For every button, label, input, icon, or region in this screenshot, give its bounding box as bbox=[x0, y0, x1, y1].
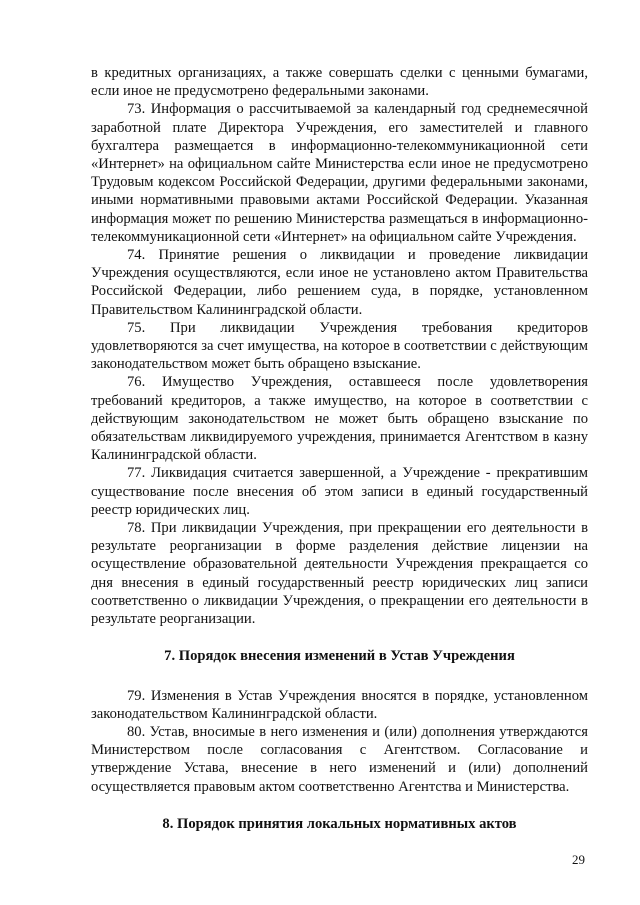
paragraph-74: 74. Принятие решения о ликвидации и проведение ликвидации Учреждения осуществляются, если иное не установлено актом Правительства Российской Федерации, либо решением суда, в порядке, установленном Правительством Калининградской области. bbox=[91, 247, 588, 318]
paragraph-79: 79. Изменения в Устав Учреждения вносятся в порядке, установленном законодательством Калининградской области. bbox=[91, 687, 588, 722]
page-content bbox=[91, 64, 588, 854]
paragraph-77: 77. Ликвидация считается завершенной, а Учреждение - прекратившим существование после внесения об этом записи в единый государственный реестр юридических лиц. bbox=[91, 465, 588, 518]
paragraph-76: 76. Имущество Учреждения, оставшееся после удовлетворения требований кредиторов, а также имущество, на которое в соответствии с действующим законодательством не может быть обращено взыскание по обязательствам ликвидируемого учреждения, принимается Агентством в казну Калининградской области. bbox=[91, 374, 588, 464]
paragraph-73: 73. Информация о рассчитываемой за календарный год среднемесячной заработной плате Директора Учреждения, его заместителей и главного бухгалтера размещается в информационно-телекоммуникационной сети «Интернет» на официальном сайте Министерства если иное не предусмотрено Трудовым кодексом Российской Федерации, другими федеральными законами, иными нормативными правовыми актами Российской Федерации. Указанная информация может по решению Министерства размещаться в информационно-телекоммуникационной сети «Интернет» на официальном сайте Учреждения. bbox=[91, 101, 588, 245]
paragraph-80: 80. Устав, вносимые в него изменения и (или) дополнения утверждаются Министерством после согласования с Агентством. Согласование и утверждение Устава, внесение в него изменений и (или) дополнений осуществляется правовым актом соответственно Агентства и Министерства. bbox=[91, 723, 588, 795]
paragraph-continuation: в кредитных организациях, а также совершать сделки с ценными бумагами, если иное не предусмотрено федеральными законами. bbox=[91, 65, 588, 100]
section-7-heading: 7. Порядок внесения изменений в Устав Учреждения bbox=[164, 648, 515, 665]
paragraph-78: 78. При ликвидации Учреждения, при прекращении его деятельности в результате реорганизации в форме разделения действие лицензии на осуществление образовательной деятельности Учреждения прекращается со дня внесения в единый государственный реестр юридических лиц записи соответственно о ликвидации Учреждения, о прекращении его деятельности в результате реорганизации. bbox=[91, 520, 588, 628]
section-8-heading: 8. Порядок принятия локальных нормативных актов bbox=[162, 815, 517, 832]
page-number: 29 bbox=[572, 852, 585, 867]
paragraph-75: 75. При ликвидации Учреждения требования кредиторов удовлетворяются за счет имущества, на которое в соответствии с действующим законодательством может быть обращено взыскание. bbox=[91, 319, 588, 373]
